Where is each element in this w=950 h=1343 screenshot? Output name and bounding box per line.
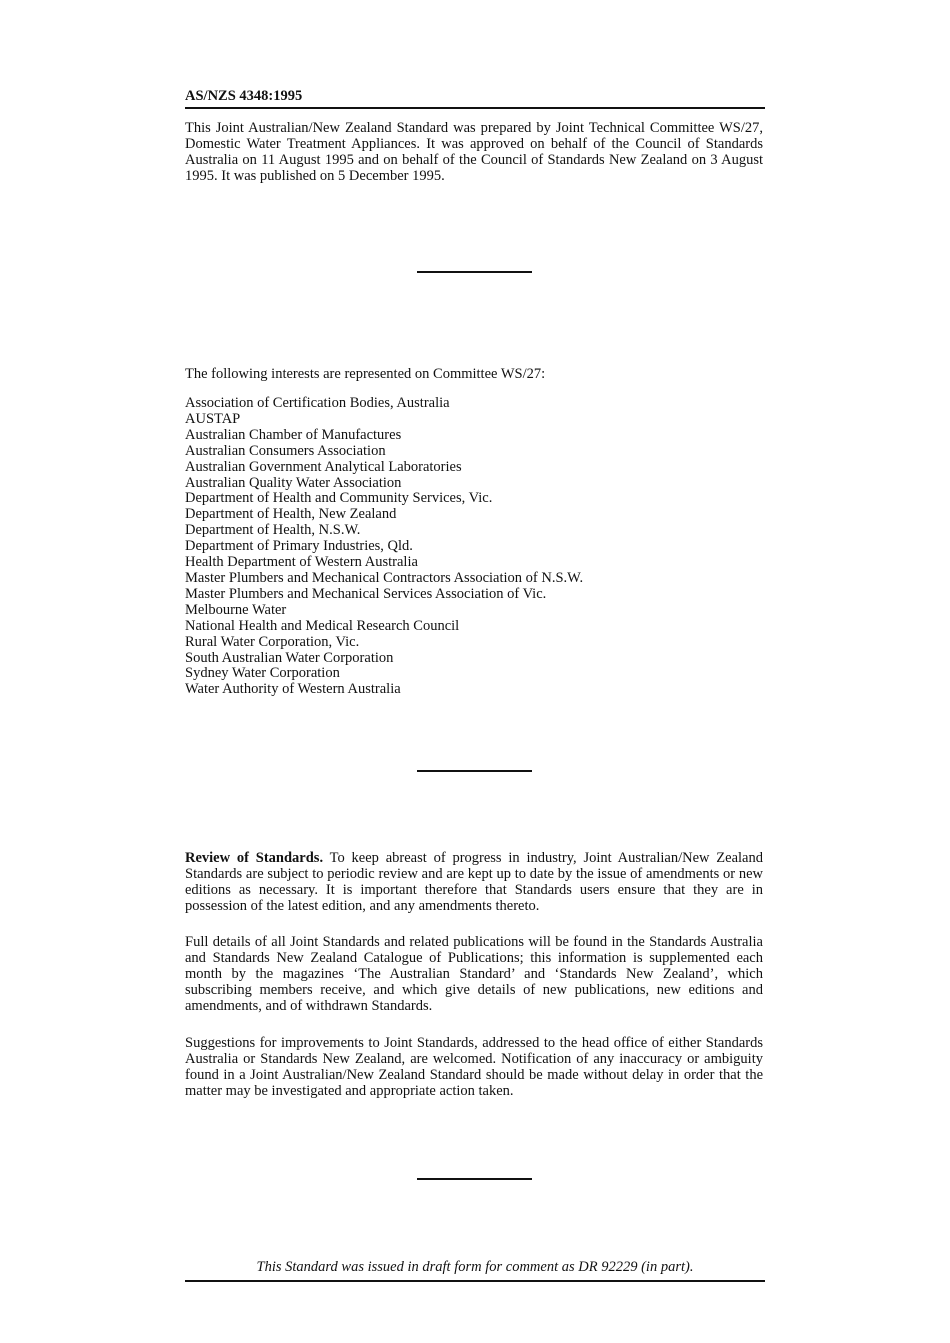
list-item: Australian Consumers Association — [185, 442, 386, 459]
list-item: Water Authority of Western Australia — [185, 681, 401, 698]
list-item: Department of Primary Industries, Qld. — [185, 538, 413, 555]
list-item: Master Plumbers and Mechanical Services Association of Vic. — [185, 585, 547, 602]
draft-note-footer: This Standard was issued in draft form for comment as DR 92229 (in part). — [185, 1258, 765, 1282]
review-paragraph-2: Full details of all Joint Standards and related publications will be found in the Standards Australia and Standards New Zealand Catalogue of Publications; this information is supplemented each month by the magazines ‘The Australian Standard’ and ‘Standards New Zealand’, which subscribing members receive, and which give details of new publications, new editions and amendments, and of withdrawn Standards. — [185, 934, 763, 1014]
list-item: Sydney Water Corporation — [185, 665, 340, 682]
list-item: Australian Quality Water Association — [185, 474, 402, 491]
list-item: National Health and Medical Research Council — [185, 617, 460, 634]
review-text: To keep abreast of progress in industry, Joint Australian/New Zealand Standards are subject to periodic review and are kept up to date by the issue of amendments or new editions as necessary. It is important therefore that Standards users ensure that they are in possession of the latest edition, and any amendments thereto. — [185, 850, 763, 914]
list-item: Association of Certification Bodies, Australia — [185, 395, 450, 411]
list-item: Department of Health, N.S.W. — [185, 522, 361, 539]
list-item: Australian Chamber of Manufactures — [185, 426, 402, 443]
committee-member-list — [185, 396, 583, 698]
list-item: South Australian Water Corporation — [185, 649, 394, 666]
list-item: Melbourne Water — [185, 601, 287, 618]
list-item: Australian Government Analytical Laboratories — [185, 458, 462, 475]
list-item: Master Plumbers and Mechanical Contractors Association of N.S.W. — [185, 569, 584, 586]
review-heading: Review of Standards. — [185, 850, 324, 866]
preface-paragraph: This Joint Australian/New Zealand Standard was prepared by Joint Technical Committee WS/27, Domestic Water Treatment Appliances. It was approved on behalf of the Council of Standards Australia on 11 August 1995 and on behalf of the Council of Standards New Zealand on 3 August 1995. It was published on 5 December 1995. — [185, 120, 763, 184]
list-item: Health Department of Western Australia — [185, 554, 418, 571]
list-item: Department of Health and Community Services, Vic. — [185, 490, 493, 507]
committee-intro: The following interests are represented on Committee WS/27: — [185, 366, 546, 382]
review-paragraph-3: Suggestions for improvements to Joint Standards, addressed to the head office of either Standards Australia or Standards New Zealand, are welcomed. Notification of any inaccuracy or ambiguity found in a Joint Australian/New Zealand Standard should be made without delay in order that the matter may be investigated and appropriate action taken. — [185, 1035, 763, 1099]
list-item: Department of Health, New Zealand — [185, 506, 397, 523]
section-divider — [417, 770, 532, 772]
section-divider — [417, 271, 532, 273]
section-divider — [417, 1178, 532, 1180]
standard-number-header: AS/NZS 4348:1995 — [185, 87, 765, 109]
review-paragraph-1 — [185, 850, 763, 914]
list-item: AUSTAP — [185, 410, 241, 427]
list-item: Rural Water Corporation, Vic. — [185, 633, 360, 650]
